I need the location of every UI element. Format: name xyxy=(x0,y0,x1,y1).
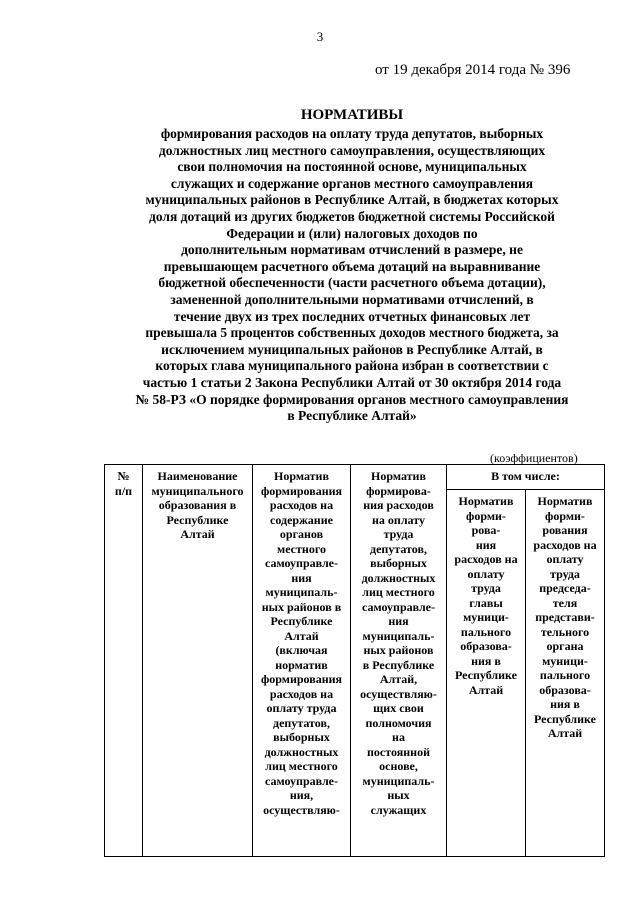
header-group-including: В том числе: xyxy=(447,465,605,490)
units-note: (коэффициентов) xyxy=(490,451,578,465)
header-cell-rep-pay xyxy=(526,490,605,857)
title-line: свои полномочия на постоянной основе, муниципальных xyxy=(177,159,527,175)
cell-line: труда xyxy=(383,527,414,541)
cell-line: Алтай, xyxy=(379,672,418,686)
title-line: частью 1 статьи 2 Закона Республики Алтай от 30 октября 2014 года xyxy=(142,374,562,390)
cell-line: форми- xyxy=(545,508,585,523)
cell-line: Норматив xyxy=(458,494,514,508)
cell-line: полномочия xyxy=(365,715,432,730)
cell-line: Республике xyxy=(166,512,229,527)
cell-line: муници- xyxy=(463,610,509,624)
cell-line: (включая xyxy=(275,643,328,657)
cell-line: Алтай xyxy=(468,682,504,697)
cell-line: главы xyxy=(469,595,503,610)
title-line: формирования расходов на оплату труда депутатов, выборных xyxy=(160,126,544,141)
cell-line: муниципаль- xyxy=(362,628,435,643)
title-line: превышающем расчетного объема дотаций на выравнивание xyxy=(163,258,541,274)
title-line: № 58-РЗ «О порядке формирования органов местного самоуправления xyxy=(135,391,569,407)
document-reference: от 19 декабря 2014 года № 396 xyxy=(375,62,571,78)
title-line: Федерации и (или) налоговых доходов по xyxy=(226,225,478,241)
cell-line: оплату xyxy=(546,552,584,566)
cell-line: п/п xyxy=(114,483,133,498)
cell-line: Республике xyxy=(533,711,596,726)
cell-line: пального xyxy=(460,624,512,639)
cell-line: Алтай xyxy=(180,527,215,541)
cell-line: норматив xyxy=(275,657,328,672)
title-line: превышала 5 процентов собственных доходов местного бюджета, за xyxy=(145,325,559,341)
cell-line: образова- xyxy=(539,682,591,697)
cell-line: ния в xyxy=(471,653,501,668)
cell-line: ния xyxy=(475,537,497,552)
cell-line: ных xyxy=(387,788,410,802)
header-cell-head-pay xyxy=(447,490,526,857)
cell-line: осуществляю- xyxy=(263,802,340,817)
cell-line: постоянной xyxy=(367,744,430,759)
title-line: муниципальных районов в Республике Алтай, в бюджетах которых xyxy=(145,192,559,208)
cell-line: служащих xyxy=(370,802,427,817)
title-line: замененной дополнительными нормативами отчислений, в xyxy=(170,291,534,307)
cell-line: депутатов, xyxy=(273,715,330,730)
cell-line: должностных xyxy=(264,744,339,759)
cell-line: Норматив xyxy=(274,469,329,483)
cell-line: Норматив xyxy=(537,494,593,508)
cell-line: основе, xyxy=(379,759,418,773)
norms-table xyxy=(104,464,605,857)
header-cell-name xyxy=(143,465,253,857)
cell-line: в Республике xyxy=(362,657,435,672)
cell-line: муниципального xyxy=(151,483,244,498)
cell-line: расходов на xyxy=(269,686,334,701)
cell-line: должностных xyxy=(361,570,436,585)
cell-line: ния, xyxy=(289,788,314,802)
cell-line: оплату труда xyxy=(266,701,337,715)
cell-line: пального xyxy=(539,668,591,682)
cell-line: органа xyxy=(546,639,584,653)
title-description xyxy=(100,126,604,425)
cell-line: на xyxy=(392,730,405,744)
cell-line: Республике xyxy=(270,614,333,628)
cell-line: лиц местного xyxy=(362,585,435,599)
cell-line: ния xyxy=(291,570,312,585)
cell-line: труда xyxy=(550,566,580,581)
cell-line: осуществляю- xyxy=(360,686,437,701)
cell-line: выборных xyxy=(370,556,427,570)
cell-line: самоуправле- xyxy=(265,773,338,788)
title-line: должностных лиц местного самоуправления, осуществляющих xyxy=(158,142,546,158)
cell-line: теля xyxy=(552,595,578,610)
cell-line: формирования xyxy=(260,672,343,686)
cell-line: муниципаль- xyxy=(362,773,435,788)
document-title: НОРМАТИВЫ xyxy=(300,107,404,123)
cell-line: образования в xyxy=(158,498,237,512)
cell-line: образова- xyxy=(460,639,512,653)
cell-line: самоуправле- xyxy=(362,599,435,614)
title-line: служащих и содержание органов местного самоуправления xyxy=(170,175,534,191)
cell-line: ния расходов xyxy=(363,498,434,512)
page-number: 3 xyxy=(316,29,324,44)
cell-line: ния в xyxy=(550,697,580,711)
cell-line: формирования xyxy=(260,483,343,498)
header-cell-norm-total xyxy=(253,465,351,857)
cell-line: муниципаль- xyxy=(265,585,338,599)
title-line: в Республике Алтай» xyxy=(287,408,417,424)
cell-line: форми- xyxy=(466,508,506,523)
cell-line: выборных xyxy=(273,730,330,744)
cell-line: председа- xyxy=(539,581,591,595)
cell-line: оплату xyxy=(467,566,505,581)
cell-line: муници- xyxy=(542,653,588,668)
cell-line: представи- xyxy=(535,610,595,624)
cell-line: расходов на xyxy=(454,552,518,566)
cell-line: рова- xyxy=(471,523,501,537)
cell-line: рования xyxy=(542,523,588,537)
cell-line: № xyxy=(117,469,130,483)
cell-line: самоуправле- xyxy=(265,556,338,570)
title-line: исключением муниципальных районов в Республике Алтай, в xyxy=(161,341,543,357)
cell-line: Алтай xyxy=(547,726,583,740)
cell-line: ных районов xyxy=(363,643,434,657)
title-line: течение двух из трех последних отчетных финансовых лет xyxy=(173,308,531,324)
cell-line: местного xyxy=(277,541,326,556)
title-line: дополнительным нормативам отчислений в размере, не xyxy=(181,242,523,258)
cell-line: щих свои xyxy=(373,701,424,715)
cell-line: расходов на xyxy=(533,537,597,552)
header-cell-norm-pay xyxy=(351,465,447,857)
cell-line: тельного xyxy=(540,624,590,639)
cell-line: Алтай xyxy=(284,628,319,643)
cell-line: ния xyxy=(388,614,409,628)
cell-line: Наименование xyxy=(157,469,238,483)
cell-line: Норматив xyxy=(371,469,426,483)
title-line: бюджетной обеспеченности (части расчетного объема дотации), xyxy=(158,275,546,291)
cell-line: на оплату xyxy=(372,512,425,527)
cell-line: труда xyxy=(471,581,501,595)
cell-line: ных районов в xyxy=(261,599,342,614)
cell-line: расходов на xyxy=(269,498,334,512)
cell-line: Республике xyxy=(454,668,517,682)
title-line: которых глава муниципального района избран в соответствии с xyxy=(155,358,549,374)
cell-line: органов xyxy=(279,527,324,541)
header-cell-number xyxy=(105,465,143,857)
cell-line: формирова- xyxy=(366,483,431,498)
cell-line: лиц местного xyxy=(265,759,338,773)
cell-line: содержание xyxy=(270,512,333,527)
title-line: доля дотаций из других бюджетов бюджетной системы Российской xyxy=(149,208,555,224)
cell-line: депутатов, xyxy=(370,541,427,556)
